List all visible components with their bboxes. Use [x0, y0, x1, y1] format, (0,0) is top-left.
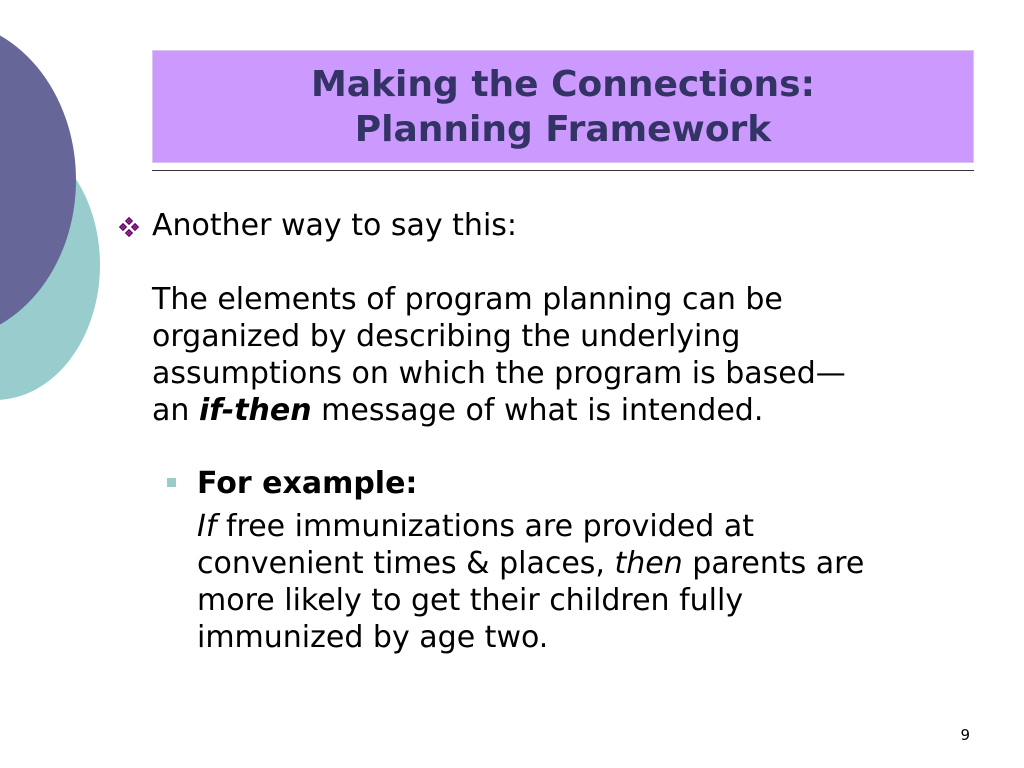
- diamond-cluster-icon: [117, 215, 141, 239]
- slide-title-box: [152, 50, 974, 163]
- example-line-4: immunized by age two.: [197, 620, 549, 655]
- example-line-3: more likely to get their children fully: [197, 583, 744, 618]
- example-line-1: [197, 508, 977, 545]
- title-divider: [152, 170, 974, 171]
- bullet-line-4-end: message of what is intended.: [311, 393, 764, 428]
- slide-title-line-2: Planning Framework: [354, 108, 772, 150]
- bullet-paragraph-line-1: The elements of program planning can be: [152, 282, 783, 317]
- main-bullet-text: [152, 207, 972, 429]
- sub-bullet-text: [197, 465, 977, 656]
- then-emphasis: then: [614, 546, 683, 581]
- example-line-1-rest: free immunizations are provided at: [216, 509, 754, 544]
- bullet-line-4-start: an: [152, 393, 199, 428]
- example-line-2-end: parents are: [682, 546, 865, 581]
- bullet-paragraph-line-3: assumptions on which the program is based—: [152, 356, 846, 391]
- page-number: 9: [960, 726, 970, 744]
- example-heading: For example:: [197, 466, 418, 501]
- bullet-paragraph-line-2: organized by describing the underlying: [152, 319, 741, 354]
- slide-title-line-1: Making the Connections:: [310, 63, 816, 105]
- if-emphasis: If: [197, 509, 217, 544]
- example-line-2-start: convenient times & places,: [197, 546, 615, 581]
- bullet-heading: Another way to say this:: [152, 208, 518, 243]
- if-then-emphasis: if-then: [198, 393, 312, 428]
- bullet-paragraph-line-4: [152, 392, 972, 429]
- square-bullet-icon: [167, 478, 176, 487]
- example-line-2: [197, 545, 977, 582]
